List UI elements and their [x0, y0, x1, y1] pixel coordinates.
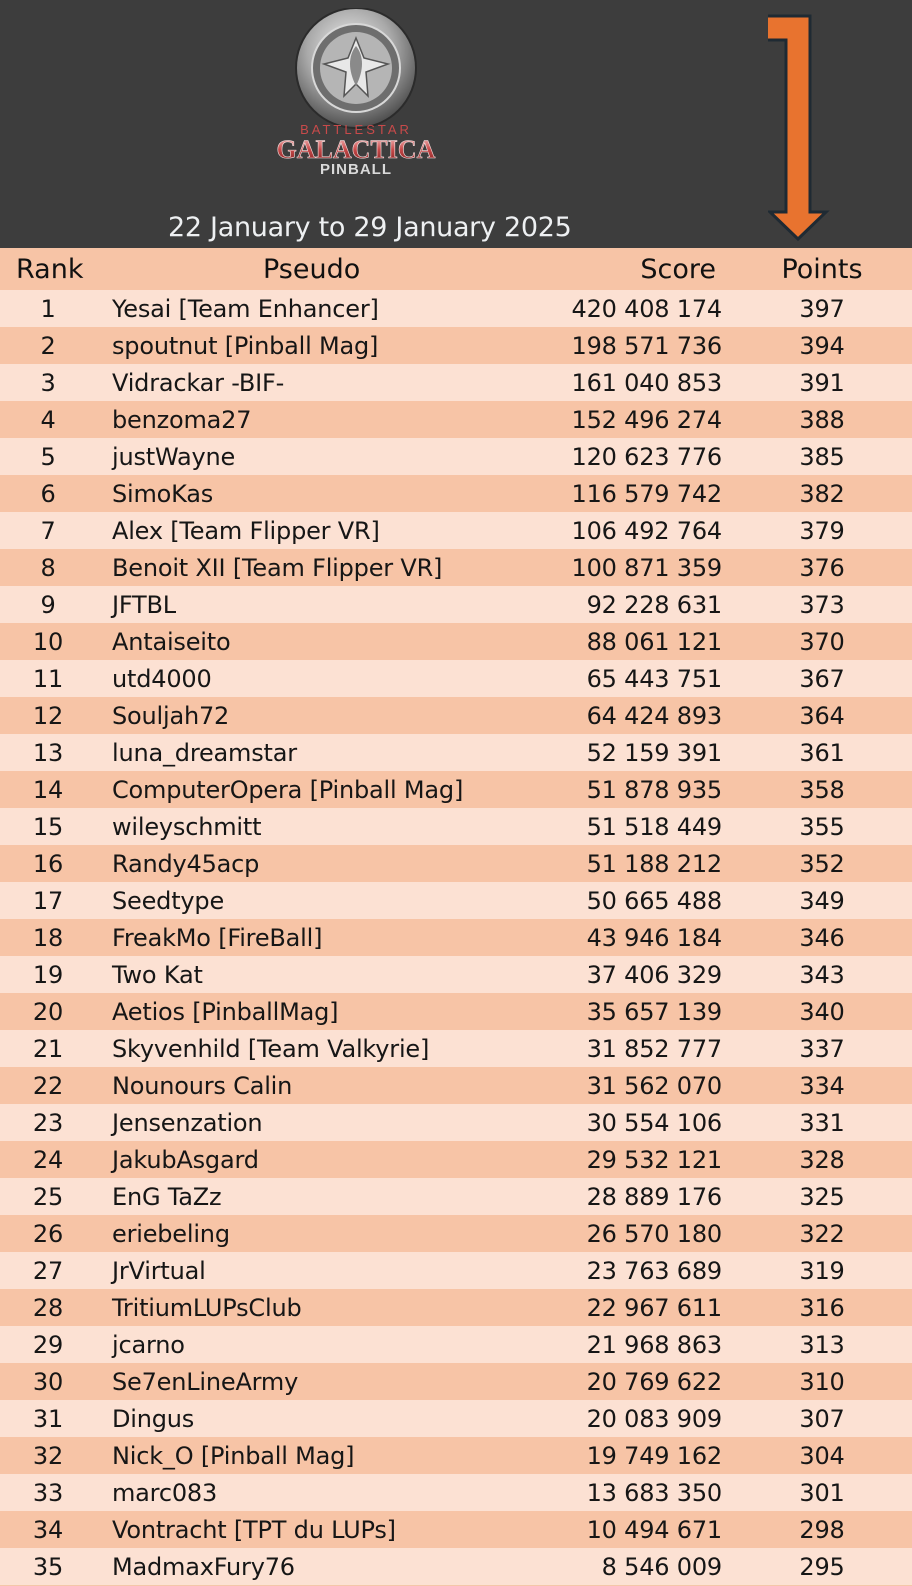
- pseudo-cell: marc083: [112, 1479, 218, 1507]
- table-row: [0, 808, 912, 845]
- pseudo-cell: Jensenzation: [112, 1109, 263, 1137]
- pseudo-cell: Two Kat: [112, 961, 203, 989]
- table-row: [0, 1141, 912, 1178]
- table-row: [0, 1548, 912, 1585]
- score-cell: 20 083 909: [586, 1405, 722, 1433]
- rank-cell: 14: [32, 776, 64, 804]
- table-row: [0, 1326, 912, 1363]
- points-cell: 352: [799, 850, 845, 878]
- points-cell: 325: [799, 1183, 845, 1211]
- pseudo-cell: Se7enLineArmy: [112, 1368, 299, 1396]
- rank-cell: 4: [40, 406, 56, 434]
- pseudo-cell: FreakMo [FireBall]: [112, 924, 323, 952]
- table-row: [0, 660, 912, 697]
- points-cell: 307: [799, 1405, 845, 1433]
- table-row: [0, 475, 912, 512]
- points-cell: 391: [799, 369, 845, 397]
- table-header: [0, 248, 912, 290]
- points-cell: 397: [799, 295, 845, 323]
- score-cell: 152 496 274: [571, 406, 722, 434]
- leaderboard-table: [0, 290, 912, 1585]
- score-cell: 120 623 776: [571, 443, 722, 471]
- pseudo-cell: spoutnut [Pinball Mag]: [112, 332, 379, 360]
- score-cell: 50 665 488: [586, 887, 722, 915]
- score-cell: 161 040 853: [571, 369, 722, 397]
- table-row: [0, 1437, 912, 1474]
- score-cell: 37 406 329: [586, 961, 722, 989]
- pseudo-cell: MadmaxFury76: [112, 1553, 295, 1581]
- points-cell: 379: [799, 517, 845, 545]
- pseudo-cell: utd4000: [112, 665, 212, 693]
- rank-cell: 16: [32, 850, 64, 878]
- points-cell: 298: [799, 1516, 845, 1544]
- rank-cell: 5: [40, 443, 56, 471]
- score-cell: 29 532 121: [586, 1146, 722, 1174]
- points-cell: 337: [799, 1035, 845, 1063]
- pseudo-cell: ComputerOpera [Pinball Mag]: [112, 776, 464, 804]
- pseudo-cell: EnG TaZz: [112, 1183, 222, 1211]
- rank-cell: 19: [32, 961, 64, 989]
- points-cell: 370: [799, 628, 845, 656]
- table-row: [0, 327, 912, 364]
- score-cell: 30 554 106: [586, 1109, 722, 1137]
- rank-cell: 26: [32, 1220, 64, 1248]
- points-cell: 361: [799, 739, 845, 767]
- rank-cell: 22: [32, 1072, 64, 1100]
- down-arrow-icon: [768, 12, 840, 242]
- rank-cell: 20: [32, 998, 64, 1026]
- score-cell: 65 443 751: [586, 665, 722, 693]
- rank-cell: 35: [32, 1553, 64, 1581]
- rank-cell: 15: [32, 813, 64, 841]
- table-row: [0, 1511, 912, 1548]
- pseudo-cell: luna_dreamstar: [112, 739, 297, 767]
- points-cell: 319: [799, 1257, 845, 1285]
- table-row: [0, 697, 912, 734]
- score-cell: 100 871 359: [571, 554, 722, 582]
- score-cell: 51 878 935: [586, 776, 722, 804]
- table-row: [0, 401, 912, 438]
- pseudo-cell: TritiumLUPsClub: [112, 1294, 302, 1322]
- table-row: [0, 919, 912, 956]
- score-cell: 22 967 611: [586, 1294, 722, 1322]
- table-row: [0, 290, 912, 327]
- pseudo-cell: benzoma27: [112, 406, 252, 434]
- score-cell: 28 889 176: [586, 1183, 722, 1211]
- points-cell: 373: [799, 591, 845, 619]
- rank-cell: 7: [40, 517, 56, 545]
- pseudo-cell: Alex [Team Flipper VR]: [112, 517, 380, 545]
- rank-cell: 23: [32, 1109, 64, 1137]
- table-row: [0, 586, 912, 623]
- points-cell: 301: [799, 1479, 845, 1507]
- column-header-rank: Rank: [16, 254, 84, 285]
- rank-cell: 6: [40, 480, 56, 508]
- pseudo-cell: jcarno: [112, 1331, 185, 1359]
- rank-cell: 33: [32, 1479, 64, 1507]
- rank-cell: 34: [32, 1516, 64, 1544]
- points-cell: 313: [799, 1331, 845, 1359]
- points-cell: 358: [799, 776, 845, 804]
- logo-line-3: PINBALL: [320, 161, 392, 178]
- pseudo-cell: JakubAsgard: [112, 1146, 259, 1174]
- table-row: [0, 1289, 912, 1326]
- pseudo-cell: Aetios [PinballMag]: [112, 998, 339, 1026]
- table-row: [0, 956, 912, 993]
- score-cell: 20 769 622: [586, 1368, 722, 1396]
- points-cell: 355: [799, 813, 845, 841]
- score-cell: 26 570 180: [586, 1220, 722, 1248]
- points-cell: 328: [799, 1146, 845, 1174]
- points-cell: 346: [799, 924, 845, 952]
- table-row: [0, 1474, 912, 1511]
- column-header-score: Score: [640, 254, 716, 285]
- rank-cell: 13: [32, 739, 64, 767]
- rank-cell: 30: [32, 1368, 64, 1396]
- column-header-points: Points: [781, 254, 863, 285]
- pseudo-cell: Vidrackar -BIF-: [112, 369, 285, 397]
- table-row: [0, 734, 912, 771]
- points-cell: 385: [799, 443, 845, 471]
- rank-cell: 32: [32, 1442, 64, 1470]
- table-row: [0, 845, 912, 882]
- table-row: [0, 1030, 912, 1067]
- pseudo-cell: Skyvenhild [Team Valkyrie]: [112, 1035, 430, 1063]
- rank-cell: 31: [32, 1405, 64, 1433]
- rank-cell: 25: [32, 1183, 64, 1211]
- pseudo-cell: Antaiseito: [112, 628, 231, 656]
- rank-cell: 3: [40, 369, 56, 397]
- score-cell: 106 492 764: [571, 517, 722, 545]
- rank-cell: 11: [32, 665, 64, 693]
- score-cell: 420 408 174: [571, 295, 722, 323]
- table-row: [0, 1067, 912, 1104]
- table-row: [0, 364, 912, 401]
- rank-cell: 9: [40, 591, 56, 619]
- points-cell: 364: [799, 702, 845, 730]
- logo-line-2: GALACTICA: [276, 135, 436, 164]
- table-row: [0, 549, 912, 586]
- table-row: [0, 771, 912, 808]
- column-header-pseudo: Pseudo: [263, 254, 361, 285]
- rank-cell: 12: [32, 702, 64, 730]
- pseudo-cell: Souljah72: [112, 702, 230, 730]
- points-cell: 343: [799, 961, 845, 989]
- logo-line-1: BATTLESTAR: [300, 122, 412, 137]
- pseudo-cell: eriebeling: [112, 1220, 230, 1248]
- score-cell: 64 424 893: [586, 702, 722, 730]
- score-cell: 21 968 863: [586, 1331, 722, 1359]
- rank-cell: 21: [32, 1035, 64, 1063]
- rank-cell: 17: [32, 887, 64, 915]
- pseudo-cell: Benoit XII [Team Flipper VR]: [112, 554, 443, 582]
- table-row: [0, 438, 912, 475]
- score-cell: 198 571 736: [571, 332, 722, 360]
- score-cell: 43 946 184: [586, 924, 722, 952]
- points-cell: 331: [799, 1109, 845, 1137]
- pseudo-cell: justWayne: [112, 443, 236, 471]
- score-cell: 51 518 449: [586, 813, 722, 841]
- rank-cell: 28: [32, 1294, 64, 1322]
- score-cell: 23 763 689: [586, 1257, 722, 1285]
- table-row: [0, 882, 912, 919]
- header-banner: [0, 0, 912, 248]
- score-cell: 52 159 391: [586, 739, 722, 767]
- points-cell: 349: [799, 887, 845, 915]
- score-cell: 31 562 070: [586, 1072, 722, 1100]
- score-cell: 92 228 631: [586, 591, 722, 619]
- pseudo-cell: Randy45acp: [112, 850, 260, 878]
- pseudo-cell: wileyschmitt: [112, 813, 262, 841]
- table-row: [0, 1400, 912, 1437]
- table-row: [0, 623, 912, 660]
- rank-cell: 10: [32, 628, 64, 656]
- pseudo-cell: Nick_O [Pinball Mag]: [112, 1442, 355, 1470]
- score-cell: 13 683 350: [586, 1479, 722, 1507]
- pseudo-cell: Vontracht [TPT du LUPs]: [112, 1516, 396, 1544]
- rank-cell: 8: [40, 554, 56, 582]
- points-cell: 382: [799, 480, 845, 508]
- pseudo-cell: SimoKas: [112, 480, 214, 508]
- table-row: [0, 1252, 912, 1289]
- pseudo-cell: JrVirtual: [112, 1257, 206, 1285]
- pseudo-cell: Dingus: [112, 1405, 195, 1433]
- points-cell: 394: [799, 332, 845, 360]
- rank-cell: 24: [32, 1146, 64, 1174]
- pseudo-cell: Seedtype: [112, 887, 225, 915]
- rank-cell: 18: [32, 924, 64, 952]
- points-cell: 322: [799, 1220, 845, 1248]
- score-cell: 10 494 671: [586, 1516, 722, 1544]
- table-row: [0, 1363, 912, 1400]
- score-cell: 31 852 777: [586, 1035, 722, 1063]
- battlestar-galactica-logo: [268, 8, 444, 178]
- date-range: 22 January to 29 January 2025: [168, 212, 572, 243]
- rank-cell: 1: [40, 295, 56, 323]
- points-cell: 295: [799, 1553, 845, 1581]
- table-row: [0, 1215, 912, 1252]
- points-cell: 310: [799, 1368, 845, 1396]
- points-cell: 304: [799, 1442, 845, 1470]
- table-row: [0, 1178, 912, 1215]
- pseudo-cell: Yesai [Team Enhancer]: [112, 295, 379, 323]
- table-row: [0, 993, 912, 1030]
- score-cell: 35 657 139: [586, 998, 722, 1026]
- rank-cell: 29: [32, 1331, 64, 1359]
- points-cell: 334: [799, 1072, 845, 1100]
- table-row: [0, 1104, 912, 1141]
- table-row: [0, 512, 912, 549]
- points-cell: 316: [799, 1294, 845, 1322]
- points-cell: 388: [799, 406, 845, 434]
- points-cell: 367: [799, 665, 845, 693]
- score-cell: 19 749 162: [586, 1442, 722, 1470]
- score-cell: 51 188 212: [586, 850, 722, 878]
- score-cell: 88 061 121: [586, 628, 722, 656]
- pseudo-cell: Nounours Calin: [112, 1072, 293, 1100]
- score-cell: 116 579 742: [571, 480, 722, 508]
- score-cell: 8 546 009: [601, 1553, 722, 1581]
- rank-cell: 2: [40, 332, 56, 360]
- pseudo-cell: JFTBL: [112, 591, 176, 619]
- points-cell: 376: [799, 554, 845, 582]
- rank-cell: 27: [32, 1257, 64, 1285]
- points-cell: 340: [799, 998, 845, 1026]
